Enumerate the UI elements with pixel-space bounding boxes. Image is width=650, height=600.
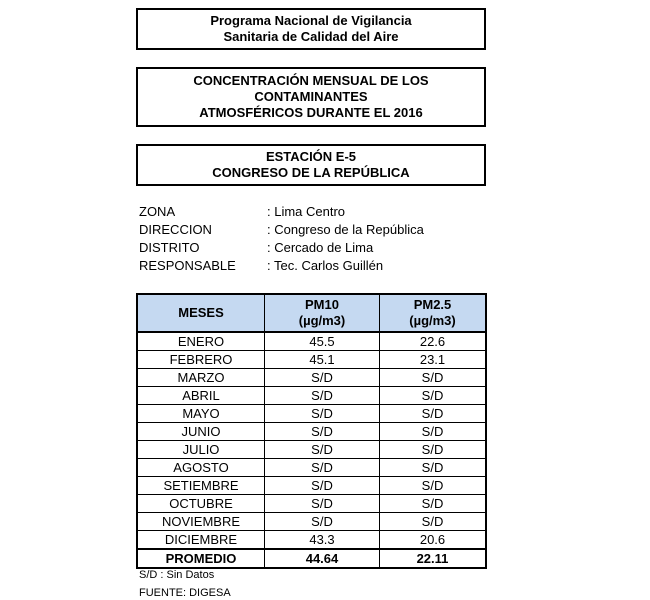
- pm10-cell: 45.5: [265, 332, 380, 351]
- month-cell: FEBRERO: [137, 351, 265, 369]
- legend-note: S/D : Sin Datos: [139, 569, 215, 581]
- average-pm25: 22.11: [380, 549, 487, 568]
- station-header: [136, 144, 486, 186]
- table-row: [137, 513, 486, 531]
- info-key: DIRECCION: [139, 222, 212, 237]
- average-label: PROMEDIO: [137, 549, 265, 568]
- table-row: [137, 531, 486, 550]
- station-info: [139, 203, 424, 275]
- pm25-cell: S/D: [380, 405, 487, 423]
- report-title-line3: ATMOSFÉRICOS DURANTE EL 2016: [199, 105, 423, 120]
- info-value: : Cercado de Lima: [267, 240, 374, 255]
- pm25-cell: S/D: [380, 513, 487, 531]
- pm25-cell: 22.6: [380, 332, 487, 351]
- info-key: RESPONSABLE: [139, 258, 236, 273]
- header-pm10-name: PM10: [305, 297, 339, 312]
- table-row: [137, 369, 486, 387]
- pm25-cell: S/D: [380, 477, 487, 495]
- header-pm10: [265, 294, 380, 332]
- info-key: DISTRITO: [139, 240, 200, 255]
- pm25-cell: S/D: [380, 423, 487, 441]
- info-key: ZONA: [139, 204, 176, 219]
- program-header-line1: Programa Nacional de Vigilancia: [210, 13, 412, 28]
- pm10-cell: S/D: [265, 513, 380, 531]
- report-title-line2: CONTAMINANTES: [254, 89, 368, 104]
- header-pm25-unit: (µg/m3): [409, 313, 456, 328]
- month-cell: SETIEMBRE: [137, 477, 265, 495]
- station-name: CONGRESO DE LA REPÚBLICA: [212, 165, 410, 180]
- pm25-cell: S/D: [380, 387, 487, 405]
- pm10-cell: S/D: [265, 423, 380, 441]
- table-row: [137, 495, 486, 513]
- pm25-cell: S/D: [380, 441, 487, 459]
- pm10-cell: S/D: [265, 387, 380, 405]
- program-header: [136, 8, 486, 50]
- pm10-cell: S/D: [265, 441, 380, 459]
- pm10-cell: S/D: [265, 459, 380, 477]
- month-cell: JULIO: [137, 441, 265, 459]
- table-row: [137, 459, 486, 477]
- info-row-direccion: [139, 221, 424, 239]
- pm10-cell: S/D: [265, 405, 380, 423]
- month-cell: MAYO: [137, 405, 265, 423]
- table-row: [137, 387, 486, 405]
- month-cell: JUNIO: [137, 423, 265, 441]
- info-row-responsable: [139, 257, 424, 275]
- average-row: [137, 549, 486, 568]
- pm25-cell: 20.6: [380, 531, 487, 550]
- info-row-distrito: [139, 239, 424, 257]
- pm10-cell: 43.3: [265, 531, 380, 550]
- pm25-cell: S/D: [380, 459, 487, 477]
- program-header-line2: Sanitaria de Calidad del Aire: [223, 29, 399, 44]
- month-cell: NOVIEMBRE: [137, 513, 265, 531]
- header-pm25: [380, 294, 487, 332]
- pm10-cell: S/D: [265, 495, 380, 513]
- month-cell: ABRIL: [137, 387, 265, 405]
- header-pm10-unit: (µg/m3): [298, 313, 346, 328]
- pm25-cell: 23.1: [380, 351, 487, 369]
- table-row: [137, 441, 486, 459]
- month-cell: OCTUBRE: [137, 495, 265, 513]
- pm25-cell: S/D: [380, 369, 487, 387]
- header-pm25-name: PM2.5: [413, 297, 452, 312]
- table-row: [137, 423, 486, 441]
- pm10-cell: S/D: [265, 477, 380, 495]
- info-value: : Congreso de la República: [267, 222, 424, 237]
- month-cell: AGOSTO: [137, 459, 265, 477]
- table-row: [137, 351, 486, 369]
- info-value: : Tec. Carlos Guillén: [267, 258, 384, 273]
- monthly-concentration-table: [136, 293, 487, 569]
- station-code: ESTACIÓN E-5: [265, 149, 357, 164]
- pm10-cell: S/D: [265, 369, 380, 387]
- table-header-row: [137, 294, 486, 332]
- month-cell: ENERO: [137, 332, 265, 351]
- table-row: [137, 405, 486, 423]
- pm10-cell: 45.1: [265, 351, 380, 369]
- month-cell: MARZO: [137, 369, 265, 387]
- report-title: [136, 67, 486, 127]
- source-note: FUENTE: DIGESA: [139, 587, 231, 599]
- info-value: : Lima Centro: [267, 204, 346, 219]
- info-row-zona: [139, 203, 424, 221]
- header-months: MESES: [137, 294, 265, 332]
- average-pm10: 44.64: [265, 549, 380, 568]
- table-row: [137, 332, 486, 351]
- table-row: [137, 477, 486, 495]
- month-cell: DICIEMBRE: [137, 531, 265, 550]
- pm25-cell: S/D: [380, 495, 487, 513]
- report-title-line1: CONCENTRACIÓN MENSUAL DE LOS: [193, 73, 429, 88]
